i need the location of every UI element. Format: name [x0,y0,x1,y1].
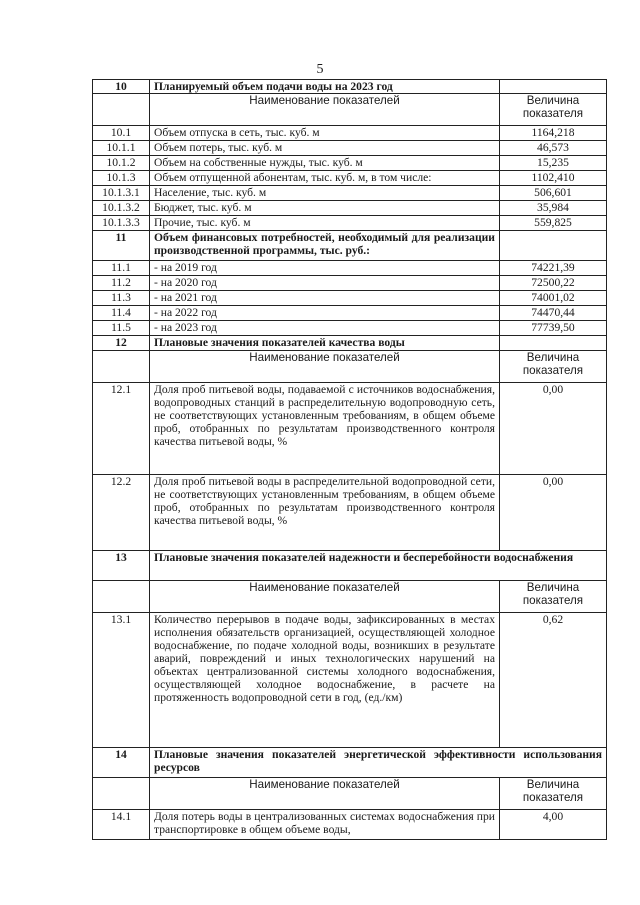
table-row [93,321,607,336]
row-value: 15,235 [500,156,607,171]
row-value: 0,62 [500,613,607,748]
row-value: 559,825 [500,216,607,231]
section-number: 12 [93,336,150,351]
row-number: 10.1.3.2 [93,201,150,216]
row-number: 11.4 [93,306,150,321]
row-number: 10.1.3.3 [93,216,150,231]
row-number: 11.2 [93,276,150,291]
table-row [93,810,607,840]
row-name: Объем потерь, тыс. куб. м [150,141,500,156]
row-number: 11.1 [93,261,150,276]
column-header-name: Наименование показателей [150,778,500,810]
row-number: 14.1 [93,810,150,840]
column-header-name: Наименование показателей [150,351,500,383]
row-name: Объем отпуска в сеть, тыс. куб. м [150,126,500,141]
row-value: 74221,39 [500,261,607,276]
column-header-value: Величина показателя [500,778,607,810]
row-value: 35,984 [500,201,607,216]
row-number: 10.1.3.1 [93,186,150,201]
row-number: 10.1.2 [93,156,150,171]
section-number: 14 [93,748,150,778]
table-row [93,186,607,201]
table-row [93,141,607,156]
row-name: Доля проб питьевой воды в распределительной водопроводной сети, не соответствующих установленным требованиям, в общем объеме проб, отобранных по результатам производственного контроля качества питьевой воды, % [150,475,500,551]
row-name: Население, тыс. куб. м [150,186,500,201]
row-name: Доля проб питьевой воды, подаваемой с источников водоснабжения, водопроводных станций в распределительную водопроводную сеть, не соответствующих установленным требованиям, в общем объеме проб, отобранных по результатам производственного контроля качества питьевой воды, % [150,383,500,475]
section-12-header [93,336,607,351]
column-header-name: Наименование показателей [150,581,500,613]
table-row [93,216,607,231]
section-number: 11 [93,231,150,261]
table-row [93,261,607,276]
row-value: 72500,22 [500,276,607,291]
column-header-value: Величина показателя [500,581,607,613]
column-header-value: Величина показателя [500,351,607,383]
row-value: 0,00 [500,475,607,551]
row-name: Количество перерывов в подаче воды, зафиксированных в местах исполнения обязательств организацией, осуществляющей холодное водоснабжение, по подаче холодной воды, возникших в результате аварий, повреждений и иных технологических нарушений на объектах централизованной системы холодного водоснабжения, осуществляющей холодное водоснабжение, в расчете на протяженность водопроводной сети в год, (ед./км) [150,613,500,748]
table-row [93,306,607,321]
row-name: Бюджет, тыс. куб. м [150,201,500,216]
row-value: 74470,44 [500,306,607,321]
row-name: Прочие, тыс. куб. м [150,216,500,231]
row-number: 10.1.1 [93,141,150,156]
section-title: Плановые значения показателей энергетической эффективности использования ресурсов [150,748,607,778]
row-name: - на 2023 год [150,321,500,336]
table-row [93,613,607,748]
table-row [93,156,607,171]
row-name: Объем отпущенной абонентам, тыс. куб. м, в том числе: [150,171,500,186]
section-title: Плановые значения показателей надежности и бесперебойности водоснабжения [150,551,607,581]
page-number: 5 [316,62,324,77]
section-13-header [93,551,607,581]
row-number: 11.5 [93,321,150,336]
column-header-row [93,778,607,810]
row-value: 74001,02 [500,291,607,306]
row-number: 10.1.3 [93,171,150,186]
table-row [93,383,607,475]
indicators-table [92,79,607,840]
row-name: Объем на собственные нужды, тыс. куб. м [150,156,500,171]
row-value: 77739,50 [500,321,607,336]
column-header-row [93,351,607,383]
section-number: 10 [93,80,150,94]
section-title: Объем финансовых потребностей, необходимый для реализации производственной программы, тыс. руб.: [150,231,500,261]
table-row [93,171,607,186]
table-row [93,291,607,306]
column-header-row [93,581,607,613]
table-row [93,126,607,141]
row-number: 12.1 [93,383,150,475]
section-title: Плановые значения показателей качества воды [150,336,500,351]
row-value: 506,601 [500,186,607,201]
section-11-header [93,231,607,261]
row-value: 0,00 [500,383,607,475]
table-row [93,201,607,216]
section-title: Планируемый объем подачи воды на 2023 год [150,80,500,94]
row-number: 10.1 [93,126,150,141]
row-number: 12.2 [93,475,150,551]
row-value: 4,00 [500,810,607,840]
column-header-value: Величина показателя [500,94,607,126]
column-header-row [93,94,607,126]
row-name: - на 2020 год [150,276,500,291]
section-14-header [93,748,607,778]
section-number: 13 [93,551,150,581]
row-number: 11.3 [93,291,150,306]
column-header-name: Наименование показателей [150,94,500,126]
section-10-header [93,80,607,94]
row-name: - на 2021 год [150,291,500,306]
row-value: 1102,410 [500,171,607,186]
row-value: 46,573 [500,141,607,156]
row-value: 1164,218 [500,126,607,141]
row-number: 13.1 [93,613,150,748]
row-name: - на 2019 год [150,261,500,276]
row-name: - на 2022 год [150,306,500,321]
row-name: Доля потерь воды в централизованных системах водоснабжения при транспортировке в общем объеме воды, [150,810,500,840]
table-row [93,475,607,551]
table-row [93,276,607,291]
